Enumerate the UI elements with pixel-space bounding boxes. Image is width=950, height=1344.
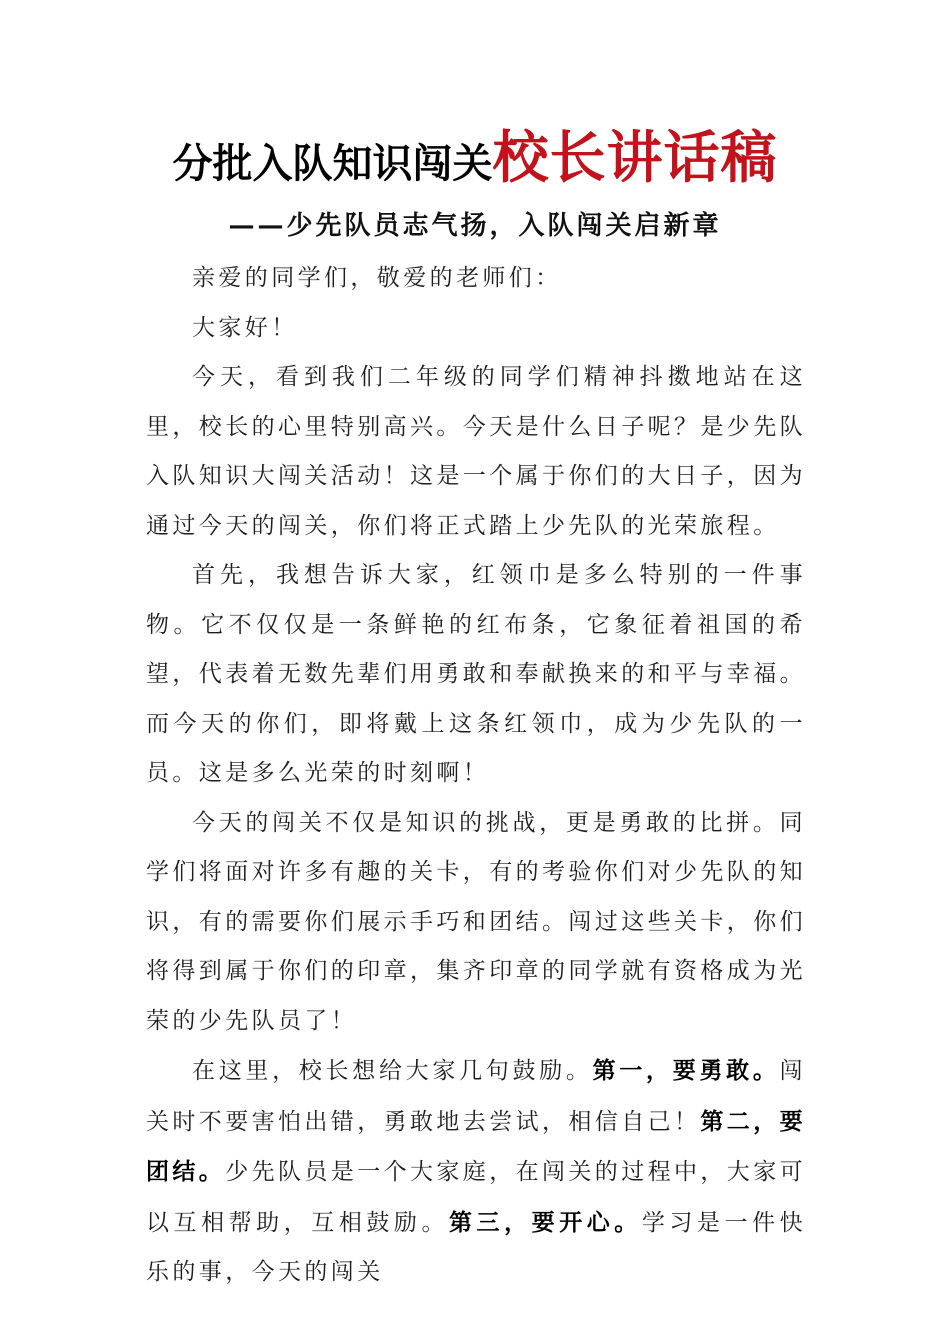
title-main: 分批入队知识闯关 xyxy=(172,140,493,187)
title-highlight: 校长讲话稿 xyxy=(492,125,778,191)
point-1-heading: 第一，要勇敢。 xyxy=(592,1057,780,1084)
encouragement-intro: 在这里，校长想给大家几句鼓励。 xyxy=(192,1058,593,1084)
speech-title xyxy=(0,122,950,208)
paragraph-1: 今天，看到我们二年级的同学们精神抖擞地站在这里，校长的心里特别高兴。今天是什么日子呢？是少先队入队知识大闯关活动！这是一个属于你们的大日子，因为通过今天的闯关，你们将正式踏上少先队的光荣旅程。 xyxy=(146,364,806,539)
point-1-text: 闯关时不要害怕出错，勇敢地去尝试，相信自己！ xyxy=(146,1058,806,1135)
greeting: 大家好！ xyxy=(192,314,298,341)
paragraph-2: 首先，我想告诉大家，红领巾是多么特别的一件事物。它不仅仅是一条鲜艳的红布条，它象征着祖国的希望，代表着无数先辈们用勇敢和奉献换来的和平与幸福。而今天的你们，即将戴上这条红领巾，成为少先队的一员。这是多么光荣的时刻啊！ xyxy=(146,562,806,786)
point-3-heading: 第三，要开心。 xyxy=(449,1208,642,1236)
point-2-heading: 第二，要团结。 xyxy=(146,1107,807,1185)
paragraph-4 xyxy=(146,1046,806,1298)
speech-body xyxy=(146,254,806,1298)
point-3-text: 学习是一件快乐的事，今天的闯关 xyxy=(146,1209,806,1285)
speech-subtitle: ——少先队员志气扬，入队闯关启新章 xyxy=(228,211,722,241)
paragraph-3: 今天的闯关不仅是知识的挑战，更是勇敢的比拼。同学们将面对许多有趣的关卡，有的考验你们对少先队的知识，有的需要你们展示手巧和团结。闯过这些关卡，你们将得到属于你们的印章，集齐印章的同学就有资格成为光荣的少先队员了！ xyxy=(146,809,806,1034)
salutation: 亲爱的同学们，敬爱的老师们： xyxy=(192,265,562,291)
point-2-text: 少先队员是一个大家庭，在闯关的过程中，大家可以互相帮助，互相鼓励。 xyxy=(146,1159,807,1236)
